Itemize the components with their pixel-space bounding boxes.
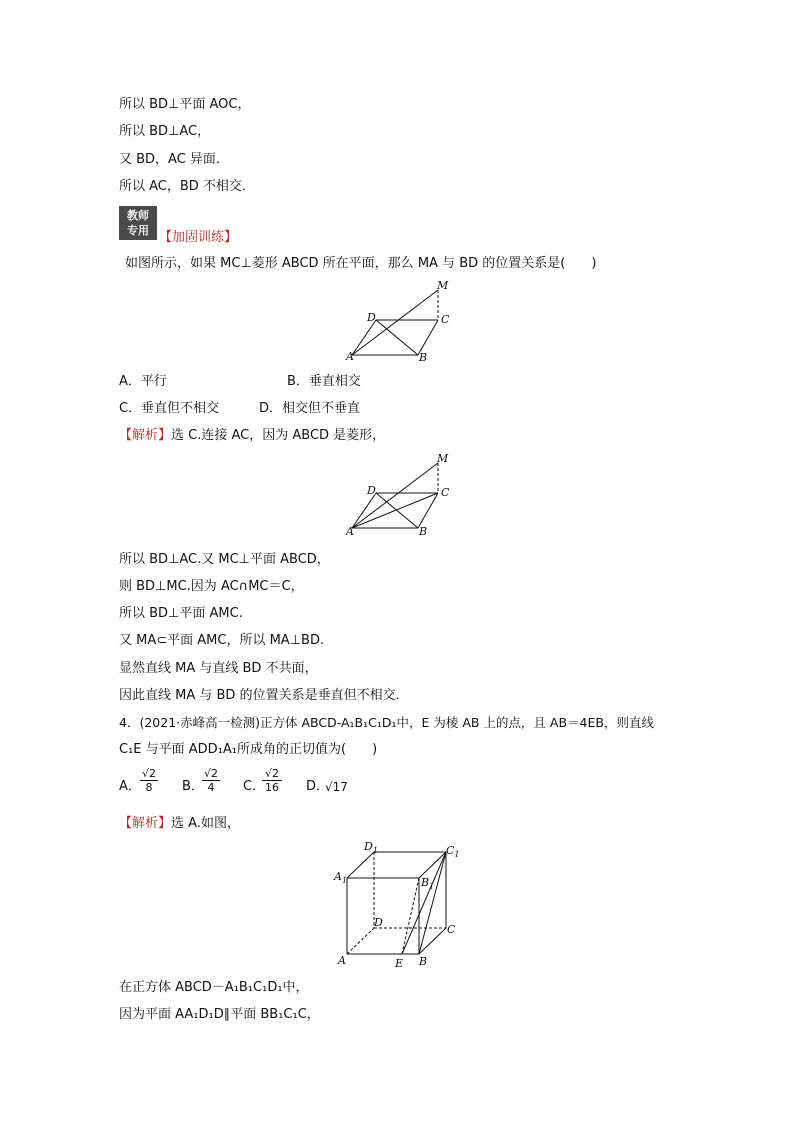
q4-analysis-text: 选 A.如图，: [171, 816, 240, 831]
fig2-label-A: A: [346, 525, 354, 538]
q4-option-b-label[interactable]: B．: [182, 779, 204, 794]
q4-option-c-fraction: [262, 767, 282, 794]
fig2-label-C: C: [441, 486, 450, 499]
intro-line-2: 所以 BD⊥AC，: [119, 124, 211, 139]
cube-label-B: B: [419, 955, 428, 968]
q3-stem: 如图所示，如果 MC⊥菱形 ABCD 所在平面，那么 MA 与 BD 的位置关系是( ): [125, 256, 597, 271]
fig2-label-M: M: [437, 453, 449, 465]
q4-stem-line-2: C₁E 与平面 ADD₁A₁所成角的正切值为( ): [119, 742, 378, 757]
teacher-badge: [119, 206, 157, 240]
q4-option-a-label[interactable]: A．: [119, 779, 141, 794]
intro-line-1: 所以 BD⊥平面 AOC，: [119, 97, 251, 112]
rhombus-figure-1: [340, 280, 460, 365]
q3-line-2: 则 BD⊥MC.因为 AC∩MC＝C，: [119, 579, 304, 594]
fig1-label-C: C: [441, 313, 450, 326]
badge-line-1: 教师: [127, 209, 149, 222]
q3-analysis-text: 选 C.连接 AC，因为 ABCD 是菱形，: [171, 428, 386, 443]
q4-analysis: [119, 814, 240, 834]
q3-option-c[interactable]: C．垂直但不相交: [119, 401, 220, 416]
q4-option-c-label[interactable]: C．: [243, 779, 266, 794]
cube-label-C1: $C_1$: [446, 844, 460, 859]
q4-option-a-fraction: [140, 767, 158, 794]
fig2-label-B: B: [419, 525, 428, 538]
q3-option-a[interactable]: A．平行: [119, 374, 167, 389]
cube-label-E: E: [395, 957, 404, 970]
q4-analysis-tag: 【解析】: [119, 816, 172, 831]
cube-label-D: D: [374, 916, 383, 929]
q4-option-b-denominator: 4: [207, 781, 215, 794]
exercise-title: 【加固训练】: [159, 230, 238, 245]
q4-line-2: 因为平面 AA₁D₁D∥平面 BB₁C₁C，: [119, 1007, 320, 1022]
cube-label-C: C: [447, 923, 456, 936]
q4-option-b-numerator: √2: [203, 767, 218, 780]
q4-option-d-label[interactable]: D．: [306, 779, 330, 794]
q4-line-1: 在正方体 ABCD－A₁B₁C₁D₁中，: [119, 980, 309, 995]
intro-line-3: 又 BD，AC 异面．: [119, 152, 229, 167]
fig1-label-M: M: [437, 280, 449, 292]
q4-stem-line-1: 4．(2021·赤峰高一检测)正方体 ABCD-A₁B₁C₁D₁中，E 为棱 AB 上的点，且 AB＝4EB，则直线: [119, 715, 654, 730]
q4-option-d-value: √17: [325, 780, 348, 794]
intro-line-4: 所以 AC，BD 不相交．: [119, 179, 255, 194]
q4-option-a-denominator: 8: [145, 781, 153, 794]
fig2-label-D: D: [367, 484, 376, 497]
cube-label-D1: $D_1$: [364, 840, 378, 855]
q4-option-a-numerator: √2: [141, 767, 156, 780]
q4-option-b-fraction: [202, 767, 220, 794]
q3-line-1: 所以 BD⊥AC.又 MC⊥平面 ABCD，: [119, 552, 330, 567]
fig1-label-D: D: [367, 311, 376, 324]
q3-analysis-tag: 【解析】: [119, 428, 172, 443]
fig1-label-B: B: [419, 351, 428, 364]
fig1-label-A: A: [346, 350, 354, 363]
q3-line-6: 因此直线 MA 与 BD 的位置关系是垂直但不相交．: [119, 688, 409, 703]
q3-option-b[interactable]: B．垂直相交: [287, 374, 361, 389]
q3-analysis: [119, 426, 385, 446]
q4-option-c-denominator: 16: [265, 781, 279, 794]
q3-option-d[interactable]: D．相交但不垂直: [259, 401, 361, 416]
q3-line-5: 显然直线 MA 与直线 BD 不共面，: [119, 661, 318, 676]
rhombus-figure-2: [340, 453, 460, 538]
q3-line-4: 又 MA⊂平面 AMC，所以 MA⊥BD.: [119, 633, 325, 648]
badge-line-2: 专用: [127, 224, 149, 237]
q4-option-c-numerator: √2: [262, 767, 282, 781]
cube-label-A: A: [338, 954, 346, 967]
cube-figure: [330, 838, 465, 970]
cube-label-B1: $B_1$: [421, 876, 435, 891]
q3-line-3: 所以 BD⊥平面 AMC.: [119, 606, 243, 621]
cube-label-A1: $A_1$: [334, 870, 348, 885]
